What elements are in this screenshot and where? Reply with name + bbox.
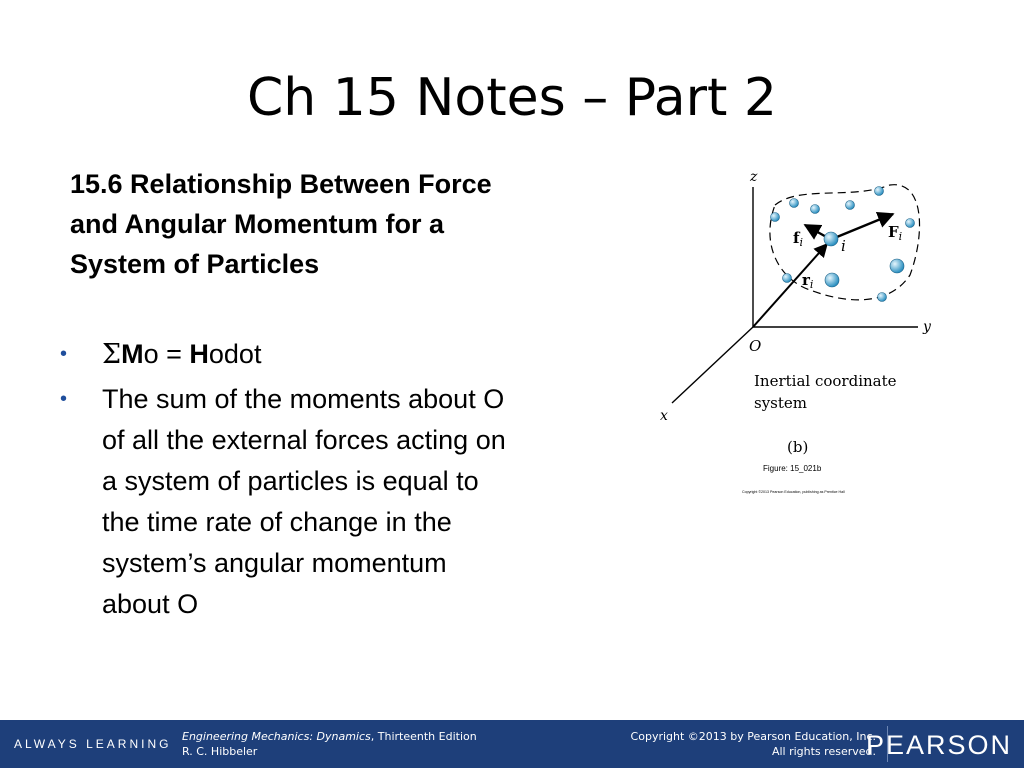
- bullet-list: [60, 334, 510, 629]
- fi-label: $f_i$: [793, 229, 803, 249]
- particle: [878, 293, 887, 302]
- x-axis-label: x: [660, 408, 668, 424]
- sigma-symbol: Σ: [102, 339, 122, 370]
- caption-line-2: system: [754, 394, 807, 412]
- ri-label: $r_i$: [802, 271, 814, 291]
- bullet-description: [60, 379, 510, 625]
- particle: [890, 259, 904, 273]
- bullet-icon: •: [60, 388, 68, 410]
- x-axis: [672, 327, 753, 403]
- figure-particle-system: [650, 165, 950, 505]
- book-author: R. C. Hibbeler: [182, 745, 258, 758]
- section-heading: 15.6 Relationship Between Force and Angular Momentum for a System of Particles: [70, 169, 492, 279]
- footer-book-info: [182, 729, 477, 759]
- moment-symbol: M: [121, 339, 144, 369]
- Fi-label: $F_i$: [888, 223, 903, 243]
- copyright-line-2: All rights reserved.: [771, 745, 876, 758]
- particle: [875, 187, 884, 196]
- equation-middle: o =: [143, 339, 190, 369]
- particle: [825, 273, 839, 287]
- particle: [846, 201, 855, 210]
- particle: [906, 219, 915, 228]
- momentum-symbol: H: [189, 339, 209, 369]
- pearson-logo: PEARSON: [865, 730, 1012, 760]
- equation-end: odot: [208, 339, 262, 369]
- figure-fine-print: Copyright ©2013 Pearson Education, publishing as Prentice Hall: [742, 490, 845, 494]
- y-axis-label: y: [923, 319, 931, 335]
- particle-i: [824, 232, 838, 246]
- particle: [790, 199, 799, 208]
- z-axis-label: z: [750, 169, 758, 185]
- book-title: Engineering Mechanics: Dynamics: [182, 730, 371, 743]
- particle: [811, 205, 820, 214]
- footer-tagline: ALWAYS LEARNING: [14, 737, 172, 751]
- slide-title: Ch 15 Notes – Part 2: [246, 68, 777, 128]
- external-force-vector: [832, 214, 893, 239]
- bullet-text: The sum of the moments about O of all the external forces acting on a system of particles is equal to the time rate of change in the system’s angular momentum about O: [102, 384, 506, 619]
- bullet-equation: [60, 334, 510, 375]
- position-vector: [753, 244, 827, 327]
- caption-line-1: Inertial coordinate: [754, 372, 897, 390]
- footer-bar: [0, 720, 1024, 768]
- particle: [771, 213, 780, 222]
- figure-diagram: [650, 165, 950, 505]
- book-edition: , Thirteenth Edition: [370, 730, 477, 743]
- footer-copyright: [631, 729, 876, 759]
- particle: [783, 274, 792, 283]
- i-label: i: [841, 237, 846, 255]
- bullet-icon: •: [60, 343, 68, 365]
- origin-label: O: [749, 337, 762, 355]
- part-label: (b): [787, 438, 809, 456]
- copyright-line-1: Copyright ©2013 by Pearson Education, Inc.: [630, 730, 876, 743]
- figure-id: Figure: 15_021b: [763, 464, 822, 473]
